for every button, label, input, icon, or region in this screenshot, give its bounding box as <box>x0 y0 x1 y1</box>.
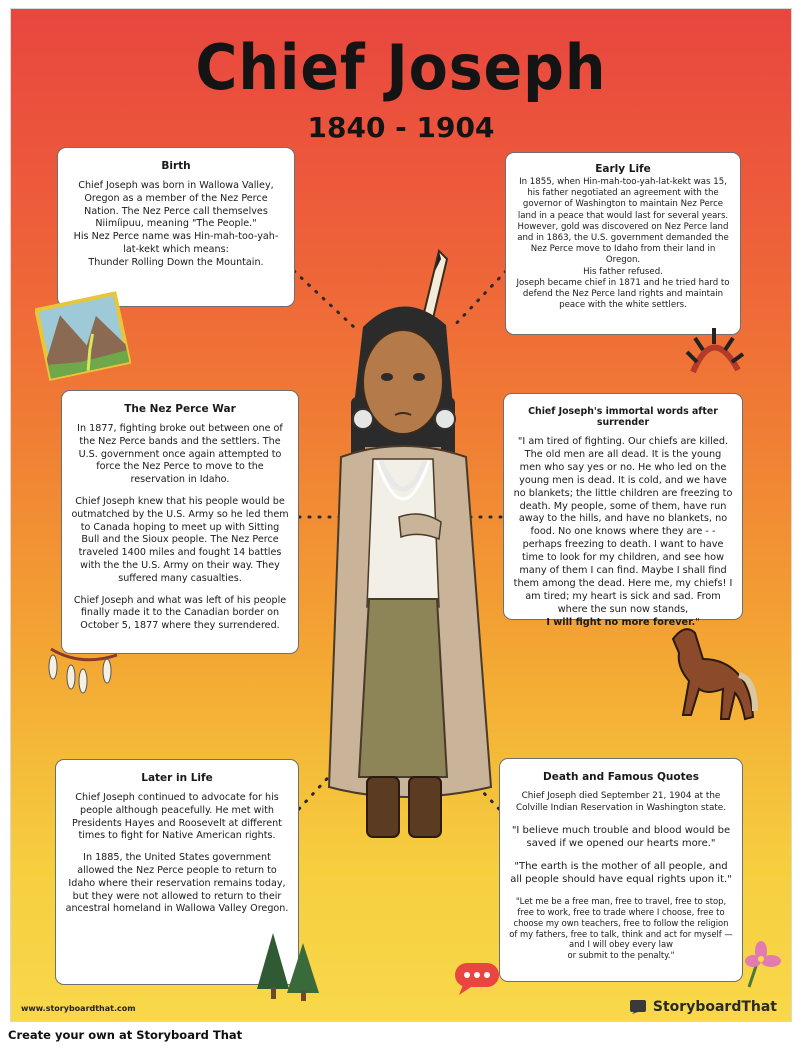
nez-perce-war-card <box>61 390 299 654</box>
later-life-heading: Later in Life <box>141 772 213 784</box>
surrender-words-card <box>503 393 743 628</box>
birth-heading: Birth <box>161 160 191 172</box>
pine-trees-icon <box>253 929 323 1001</box>
dreamcatcher-icon <box>41 629 121 709</box>
later-life-text-1: Chief Joseph continued to advocate for his people although peacefully. He met with Presidents Hayes and Roosevelt at different times to fight for Native American rights. <box>72 792 282 842</box>
speech-bubble-icon <box>453 959 503 995</box>
page-subtitle: 1840 - 1904 <box>307 111 495 144</box>
birth-card <box>57 147 295 307</box>
war-text-3: Chief Joseph and what was left of his people finally made it to the Canadian border on October 5, 1877 where they surrendered. <box>73 594 287 632</box>
death-quotes-card <box>499 758 743 982</box>
death-quote-3: "Let me be a free man, free to travel, free to stop, free to work, free to trade where I choose, free to choose my own teachers, free to follow the religion of my fathers, free to talk, think and act for myself — and I will obey every law or submit to the penalty." <box>509 896 733 961</box>
surrender-quote-text: "I am tired of fighting. Our chiefs are killed. The old men are all dead. It is the young men who say yes or no. He who led on the young men is dead. It is cold, and we have no blankets; the little children are freezing to death. My people, some of them, have run away to the hills, and have no blankets, no food. No one knows where they are - - perhaps freezing to death. I want to have time to look for my children, and see how many of them I can find. Maybe I shall find them among the dead. Here me, my chiefs! I am tired; my heart is sick and sad. From where the sun now stands, <box>513 436 733 615</box>
surrender-quote-end: I will fight no more forever. <box>546 616 696 628</box>
death-quote-1: "I believe much trouble and blood would be saved if we opened our hearts more." <box>511 825 731 850</box>
early-life-text: In 1855, when Hin-mah-too-yah-lat-kekt was 15, his father negotiated an agreement with the governor of Washington to maintain Nez Perce land in a peace that would last for several years. However, gold was discovered on Nez Perce land and in 1863, the U.S. government demanded the Nez Perce move to Idaho from their land in Oregon. His father refused. Joseph became chief in 1871 and he tried hard to defend the Nez Perce land rights and maintain peace with the white settlers. <box>516 177 730 311</box>
war-text-2: Chief Joseph knew that his people would be outmatched by the U.S. Army so he led them to Canada hoping to meet up with Sitting Bull and the Sioux people. The Nez Perce traveled 1400 miles and fought 14 battles with the the U.S. Army on their way. They suffered many casualties. <box>71 495 289 584</box>
war-heading: The Nez Perce War <box>124 403 236 415</box>
page-title: Chief Joseph <box>195 31 607 104</box>
mountain-landscape-icon <box>35 291 131 383</box>
chief-joseph-figure-icon <box>311 247 501 847</box>
feather-headdress-icon <box>683 322 745 384</box>
surrender-heading: Chief Joseph's immortal words after surrender <box>528 406 718 428</box>
create-your-own-caption[interactable]: Create your own at Storyboard That <box>8 1028 243 1042</box>
storyboard-logo-icon <box>630 1000 648 1014</box>
surrender-quote: "I am tired of fighting. Our chiefs are killed. The old men are all dead. It is the young men who say yes or no. He who led on the young men is dead. It is cold, and we have no blankets; the little children are freezing to death. My people, some of them, have run away to the hills, and have no blankets, no food. No one knows where they are - - perhaps freezing to death. I want to have time to look for my children, and see how many of them I can find. Maybe I shall find them among the dead. Here me, my chiefs! I am tired; my heart is sick and sad. From where the sun now stands, I will fight no more forever." <box>513 436 733 628</box>
flower-icon <box>737 939 783 989</box>
storyboard-brand <box>630 999 777 1015</box>
later-life-text-2: In 1885, the United States government allowed the Nez Perce people to return to Idaho where their reservation remains today, but they were not allowed to return to their ancestral homeland in Wallowa Valley Oregon. <box>65 852 289 915</box>
horse-icon <box>655 619 759 729</box>
footer-url: www.storyboardthat.com <box>21 1004 136 1013</box>
birth-text: Chief Joseph was born in Wallowa Valley, Oregon as a member of the Nez Perce Nation. The Nez Perce call themselves Niimíipuu, meaning "The People." His Nez Perce name was Hin-mah-too-yah-lat-kekt which means: Thunder Rolling Down the Mountain. <box>73 180 279 268</box>
poster <box>10 8 792 1022</box>
early-life-heading: Early Life <box>595 163 651 175</box>
war-text-1: In 1877, fighting broke out between one of the Nez Perce bands and the settlers. The U.S. government once again attempted to force the Nez Perce to move to the reservation in Idaho. <box>77 423 283 486</box>
death-quote-2: "The earth is the mother of all people, and all people should have equal rights upon it." <box>510 861 732 886</box>
early-life-card <box>505 152 741 335</box>
death-text: Chief Joseph died September 21, 1904 at the Colville Indian Reservation in Washington state. <box>515 791 727 813</box>
brand-name: StoryboardThat <box>652 999 777 1015</box>
death-heading: Death and Famous Quotes <box>543 771 699 783</box>
